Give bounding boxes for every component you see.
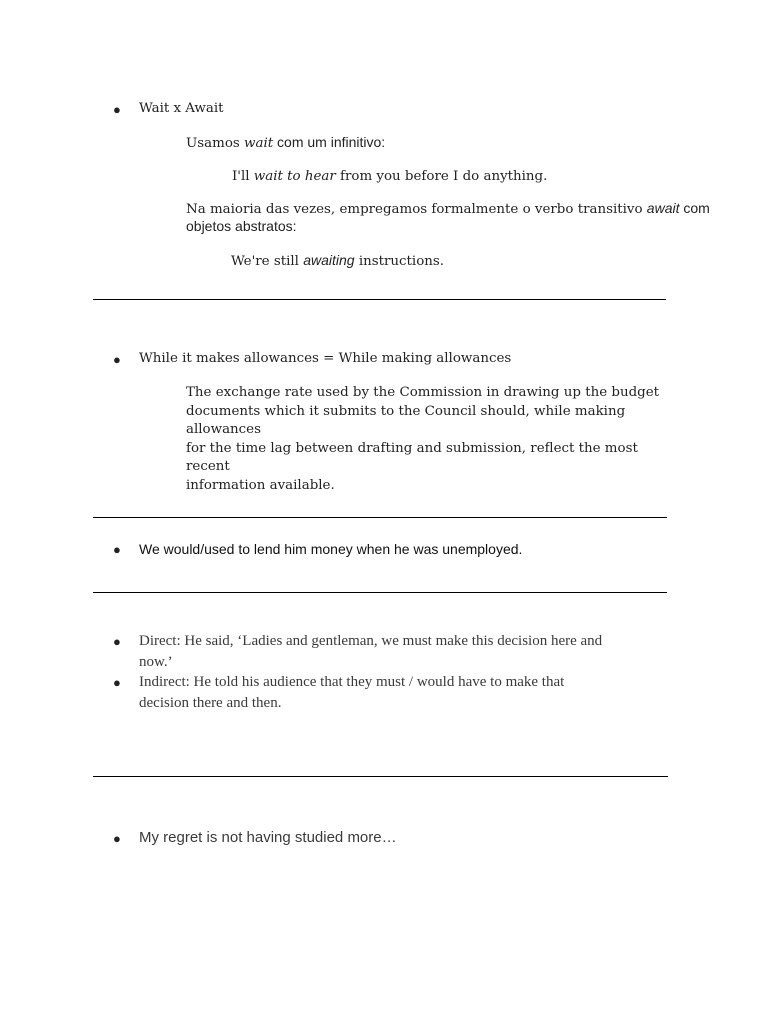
- indirect-line1: Indirect: He told his audience that they must / would have to make that: [139, 674, 565, 690]
- bullet-icon: ●: [113, 634, 121, 649]
- section1-note-line2: objetos abstratos:: [186, 218, 297, 234]
- bullet-icon: ●: [113, 542, 121, 557]
- section5-text: My regret is not having studied more…: [139, 829, 397, 846]
- usage-italic: wait: [244, 136, 274, 151]
- bullet-icon: ●: [113, 831, 121, 846]
- section2-line4: information available.: [186, 477, 335, 493]
- section4-direct: [139, 631, 684, 672]
- direct-line1: Direct: He said, ‘Ladies and gentleman, we must make this decision here and: [139, 633, 603, 649]
- usage-prefix: Usamos: [186, 136, 245, 151]
- ex1-prefix: I'll: [232, 169, 254, 184]
- note-prefix: Na maioria das vezes, empregamos formalmente o verbo transitivo: [186, 202, 647, 217]
- indirect-line2: decision there and then.: [139, 694, 282, 711]
- section2-heading: While it makes allowances = While making allowances: [139, 351, 512, 366]
- section1-usage: [186, 134, 385, 152]
- direct-line2: now.’: [139, 653, 173, 670]
- divider-1: [93, 299, 666, 300]
- section1-example1: [232, 167, 547, 185]
- section3-text: We would/used to lend him money when he was unemployed.: [139, 541, 523, 557]
- divider-3: [93, 592, 667, 593]
- section2-paragraph: [186, 384, 666, 496]
- bullet-icon: ●: [113, 102, 121, 117]
- ex2-suffix: instructions.: [354, 254, 445, 269]
- section4-indirect: [139, 672, 684, 713]
- divider-2: [93, 517, 667, 518]
- section2-line1: The exchange rate used by the Commission in drawing up the budget: [186, 385, 660, 400]
- ex1-suffix: from you before I do anything.: [335, 169, 548, 184]
- note-italic: await: [646, 200, 680, 216]
- bullet-icon: ●: [113, 352, 121, 367]
- section1-note: [186, 200, 710, 218]
- divider-4: [93, 776, 668, 777]
- usage-suffix: com um infinitivo:: [273, 134, 386, 150]
- note-suffix: com: [679, 200, 710, 216]
- ex2-italic: awaiting: [303, 252, 355, 268]
- section2-line3: for the time lag between drafting and submission, reflect the most recent: [186, 440, 638, 475]
- ex1-italic: wait to hear: [253, 169, 336, 184]
- section1-heading: Wait x Await: [139, 101, 224, 116]
- bullet-icon: ●: [113, 675, 121, 690]
- ex2-prefix: We're still: [231, 254, 304, 269]
- section1-example2: [231, 252, 444, 270]
- section2-line2: documents which it submits to the Council should, while making allowances: [186, 403, 626, 438]
